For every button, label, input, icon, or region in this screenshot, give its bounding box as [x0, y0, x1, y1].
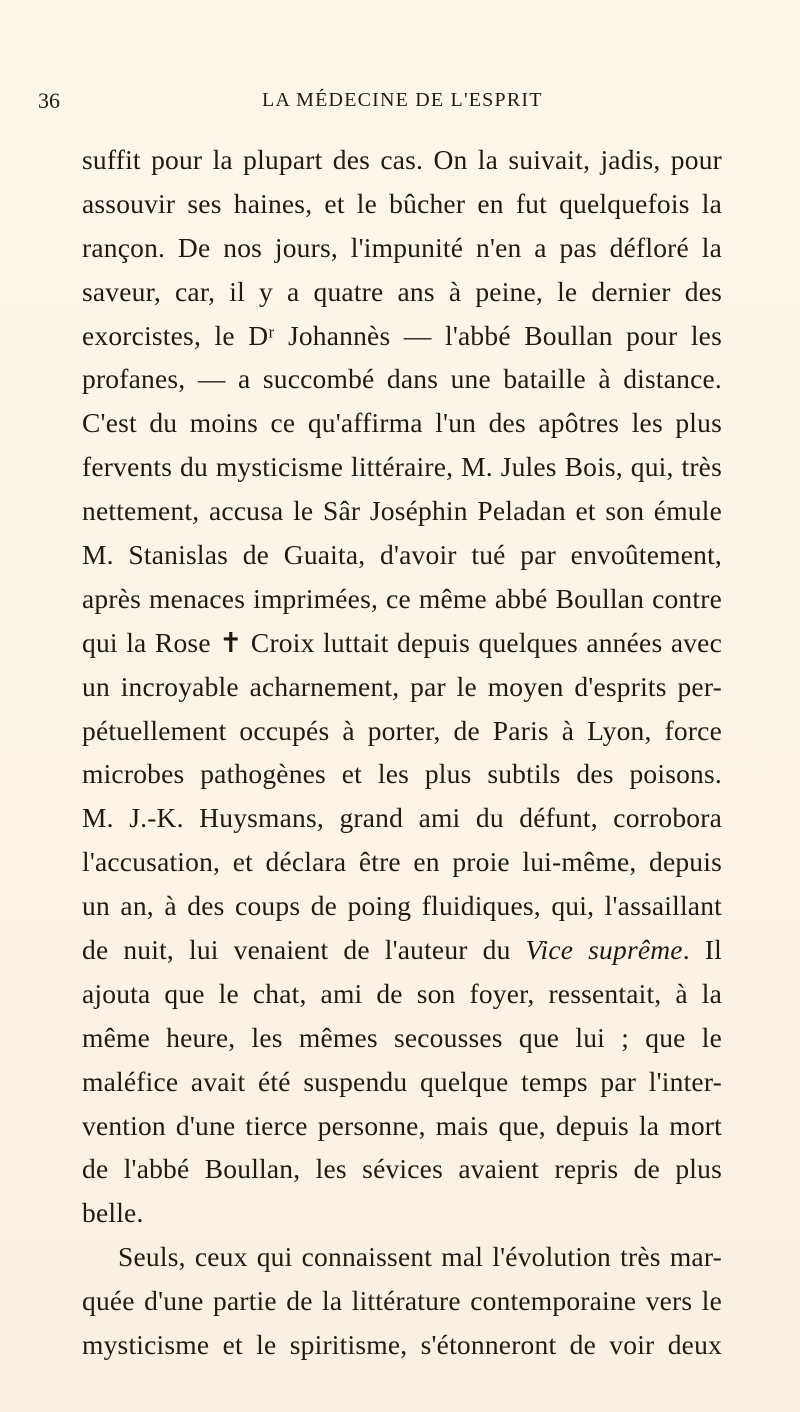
text-line: de l'abbé Boullan, les sévices avaient repris de plus	[82, 1153, 722, 1185]
text-line: un an, à des coups de poing fluidiques, qui, l'assaillant	[82, 890, 722, 922]
text-line: C'est du moins ce qu'affirma l'un des apôtres les plus	[82, 407, 722, 439]
text-line: M. J.-K. Huysmans, grand ami du défunt, corrobora	[82, 802, 722, 834]
text-line-paragraph-start: Seuls, ceux qui connaissent mal l'évolution très mar-	[118, 1241, 722, 1273]
running-title: LA MÉDECINE DE L'ESPRIT	[262, 89, 543, 111]
page-number: 36	[38, 88, 60, 113]
text-line-with-italic	[82, 928, 722, 972]
text-line: exorcistes, le Dʳ Johannès — l'abbé Boullan pour les	[82, 319, 722, 351]
text-line: ajouta que le chat, ami de son foyer, ressentait, à la	[82, 977, 722, 1009]
text-line: vention d'une tierce personne, mais que, depuis la mort	[82, 1109, 722, 1141]
text-line: après menaces imprimées, ce même abbé Boullan contre	[82, 582, 722, 614]
text-segment: . Il	[682, 934, 722, 966]
text-line: pétuellement occupés à porter, de Paris à Lyon, force	[82, 714, 722, 746]
text-line-paragraph-end: belle.	[82, 1197, 144, 1229]
text-line: assouvir ses haines, et le bûcher en fut quelquefois la	[82, 187, 722, 219]
text-line: suffit pour la plupart des cas. On la suivait, jadis, pour	[82, 144, 722, 175]
italic-book-title: Vice suprême	[525, 934, 683, 966]
text-line: mysticisme et le spiritisme, s'étonneront de voir deux	[82, 1329, 722, 1361]
text-line: maléfice avait été suspendu quelque temps par l'inter-	[82, 1065, 722, 1097]
text-line: l'accusation, et déclara être en proie lui-même, depuis	[82, 846, 722, 878]
text-line: fervents du mysticisme littéraire, M. Jules Bois, qui, très	[82, 451, 722, 483]
text-line: profanes, — a succombé dans une bataille à distance.	[82, 363, 722, 395]
body-text	[82, 138, 722, 1367]
text-line: même heure, les mêmes secousses que lui ; que le	[82, 1021, 722, 1053]
text-line: rançon. De nos jours, l'impunité n'en a pas défloré la	[82, 231, 722, 263]
text-line: M. Stanislas de Guaita, d'avoir tué par envoûtement,	[82, 539, 722, 571]
text-line: microbes pathogènes et les plus subtils des poisons.	[82, 758, 722, 790]
text-line: nettement, accusa le Sâr Joséphin Peladan et son émule	[82, 495, 722, 527]
text-line: qui la Rose ✝ Croix luttait depuis quelques années avec	[82, 626, 722, 658]
text-line: quée d'une partie de la littérature contemporaine vers le	[82, 1285, 722, 1317]
text-line: un incroyable acharnement, par le moyen d'esprits per-	[82, 670, 722, 702]
text-segment: de nuit, lui venaient de l'auteur du	[82, 934, 526, 966]
page-header	[38, 88, 598, 120]
text-line: saveur, car, il y a quatre ans à peine, le dernier des	[82, 275, 722, 307]
